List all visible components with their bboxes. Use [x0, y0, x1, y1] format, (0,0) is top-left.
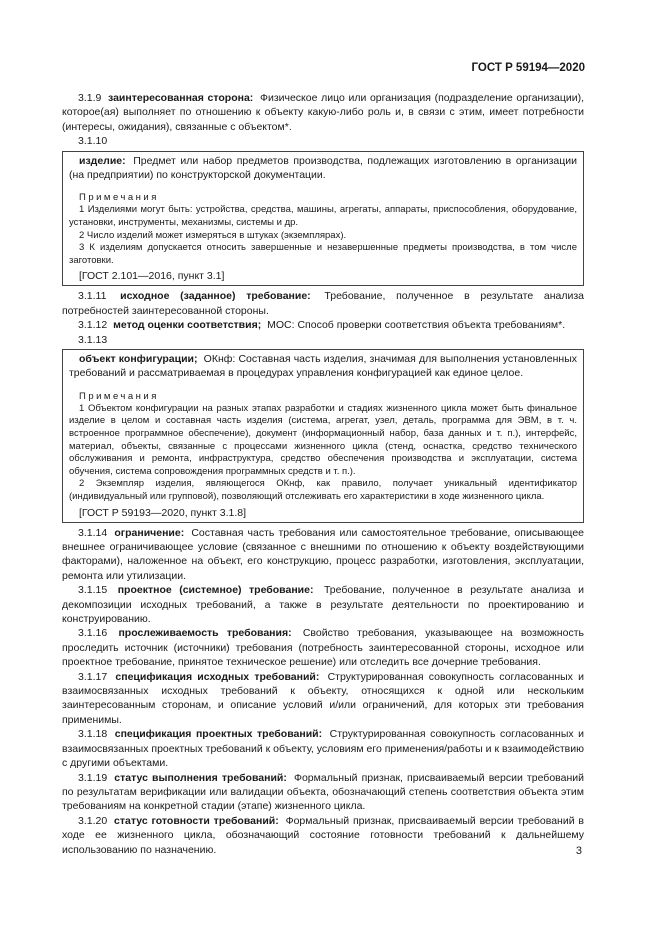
term-definition: Требование, полученное в результате анализа потребностей заинтересованной стороны. [62, 290, 585, 317]
clause-number: 3.1.9 [78, 92, 102, 104]
source-reference: [ГОСТ Р 59193—2020, пункт 3.1.8] [79, 506, 247, 519]
clause-number: 3.1.16 [78, 627, 108, 640]
note-item: 3 К изделиям допускается относить завершенные и незавершенные предметы производства, в том числе заготовки. [69, 242, 577, 266]
term-name: ограничение: [114, 526, 185, 539]
term-definition: Предмет или набор предметов производства, подлежащих изготовлению в организации (на предприятии) по конструкторской документации. [69, 154, 577, 182]
term-3-1-20 [62, 814, 584, 857]
term-3-1-12 [62, 318, 584, 332]
note-item: 2 Экземпляр изделия, являющегося ОКнф, как правило, получает уникальный идентификатор (индивидуальный или групповой), позволяющий отслеживать его характеристики в ходе жизненного цикла. [69, 478, 577, 502]
clause-number: 3.1.10 [78, 135, 108, 148]
clause-number: 3.1.11 [78, 290, 107, 303]
clause-number: 3.1.15 [78, 584, 108, 597]
term-name: исходное (заданное) требование: [120, 290, 311, 303]
notes-title: Примечания [79, 192, 159, 204]
note-item: 1 Объектом конфигурации на разных этапах разработки и стадиях жизненного цикла может быть финальное изделие в целом и составная часть изделия (система, агрегат, узел, деталь, программа для ЭВМ, в т. ч. встроенное программное обеспечение), документ (информационный набор, база данных и т. п.), интерфейс, материал, объекты, связанные с процессами жизненного цикла (стенд, оснастка, средство технического обслуживания и ремонта, инфраструктура, средство обеспечения производства и эксплуатации, система обучения, система сопровождения программных средств и т. п.). [69, 402, 577, 477]
term-definition: Требование, полученное в результате анализа и декомпозиции исходных требований, а также в результате деятельности по проектированию и конструированию. [62, 584, 584, 626]
term-3-1-10 [69, 154, 577, 183]
clause-number: 3.1.17 [78, 670, 108, 683]
notes-title: Примечания [79, 390, 159, 402]
clause-number: 3.1.18 [78, 728, 108, 741]
term-3-1-14 [62, 526, 584, 584]
term-definition: Структурированная совокупность согласованных и взаимосвязанных исходных требований к объекту, относящихся к одной или нескольким заинтересованным сторонам, и описание условий и/или ограничений, для которых эти требования применимы. [62, 670, 584, 726]
term-definition: Свойство требования, указывающее на возможность проследить источник (источники) требования (потребность заинтересованной стороны, исходное или проектное требование, принятое техническое решение) или отследить все дочерние требования. [62, 627, 584, 669]
term-3-1-15 [62, 583, 584, 626]
term-definition: ОКнф: Составная часть изделия, значимая для выполнения установленных требований и рассматриваемая в процедурах управления конфигурацией как единое целое. [69, 353, 577, 380]
term-name: проектное (системное) требование: [117, 584, 314, 597]
note-item: 2 Число изделий может измеряться в штуках (экземплярах). [79, 229, 347, 241]
term-box-3-1-13 [62, 349, 584, 523]
term-3-1-19 [62, 771, 584, 814]
clause-number: 3.1.12 [78, 319, 108, 332]
term-3-1-9 [62, 91, 584, 134]
term-definition: Составная часть требования или самостоятельное требование, описывающее внешнее ограничивающее условие (связанное с внешними по отношению к объекту воздействующими факторами), наложенное на объект, его конструкцию, процесс разработки, изготовления, эксплуатации, ремонта или утилизации. [62, 526, 584, 582]
document-header: ГОСТ Р 59194—2020 [471, 62, 585, 74]
clause-number: 3.1.14 [78, 526, 108, 539]
clause-number: 3.1.19 [78, 771, 108, 784]
term-3-1-13 [69, 352, 577, 381]
page-number: 3 [575, 845, 582, 857]
note-item: 1 Изделиями могут быть: устройства, средства, машины, агрегаты, аппараты, приспособления, оборудование, установки, инструменты, механизмы, системы и др. [69, 204, 577, 229]
term-name: спецификация исходных требований: [115, 670, 320, 683]
document-body [62, 91, 584, 857]
term-3-1-11 [62, 289, 584, 318]
term-3-1-17 [62, 670, 584, 728]
term-definition: МОС: Способ проверки соответствия объекта требованиям*. [267, 319, 566, 332]
term-name: статус выполнения требований: [114, 771, 287, 784]
term-definition: Физическое лицо или организация (подразделение организации), которое(ая) выполняет по отношению к объекту какую-либо роль и, в связи с этим, имеет потребности (интересы, ожидания), связанные с объектом*. [62, 92, 585, 133]
term-box-3-1-10 [62, 151, 584, 287]
term-name: изделие: [79, 154, 126, 167]
term-definition: Формальный признак, присваиваемый версии требований в ходе ее жизненного цикла, обозначающий состояние готовности требований к дальнейшему использованию по назначению. [62, 814, 584, 856]
term-3-1-16 [62, 626, 584, 669]
term-name: метод оценки соответствия; [113, 319, 262, 332]
term-name: заинтересованная сторона: [108, 92, 254, 104]
term-name: объект конфигурации; [79, 353, 198, 366]
term-name: прослеживаемость требования: [118, 627, 292, 640]
term-name: спецификация проектных требований: [114, 728, 323, 741]
term-3-1-18 [62, 727, 584, 770]
clause-number: 3.1.13 [78, 333, 108, 346]
clause-number: 3.1.20 [78, 814, 108, 827]
term-definition: Формальный признак, присваиваемый версии требований по результатам верификации или валидации объекта, обозначающий степень соответствия объекта этим требованиям на конкретной стадии (этапе) жизненного цикла. [62, 771, 584, 813]
source-reference: [ГОСТ 2.101—2016, пункт 3.1] [79, 270, 225, 283]
term-definition: Структурированная совокупность согласованных и взаимосвязанных проектных требований к объекту, условиям его применения/работы и к взаимодействию с другими объектами. [62, 728, 585, 770]
term-name: статус готовности требований: [114, 814, 279, 827]
